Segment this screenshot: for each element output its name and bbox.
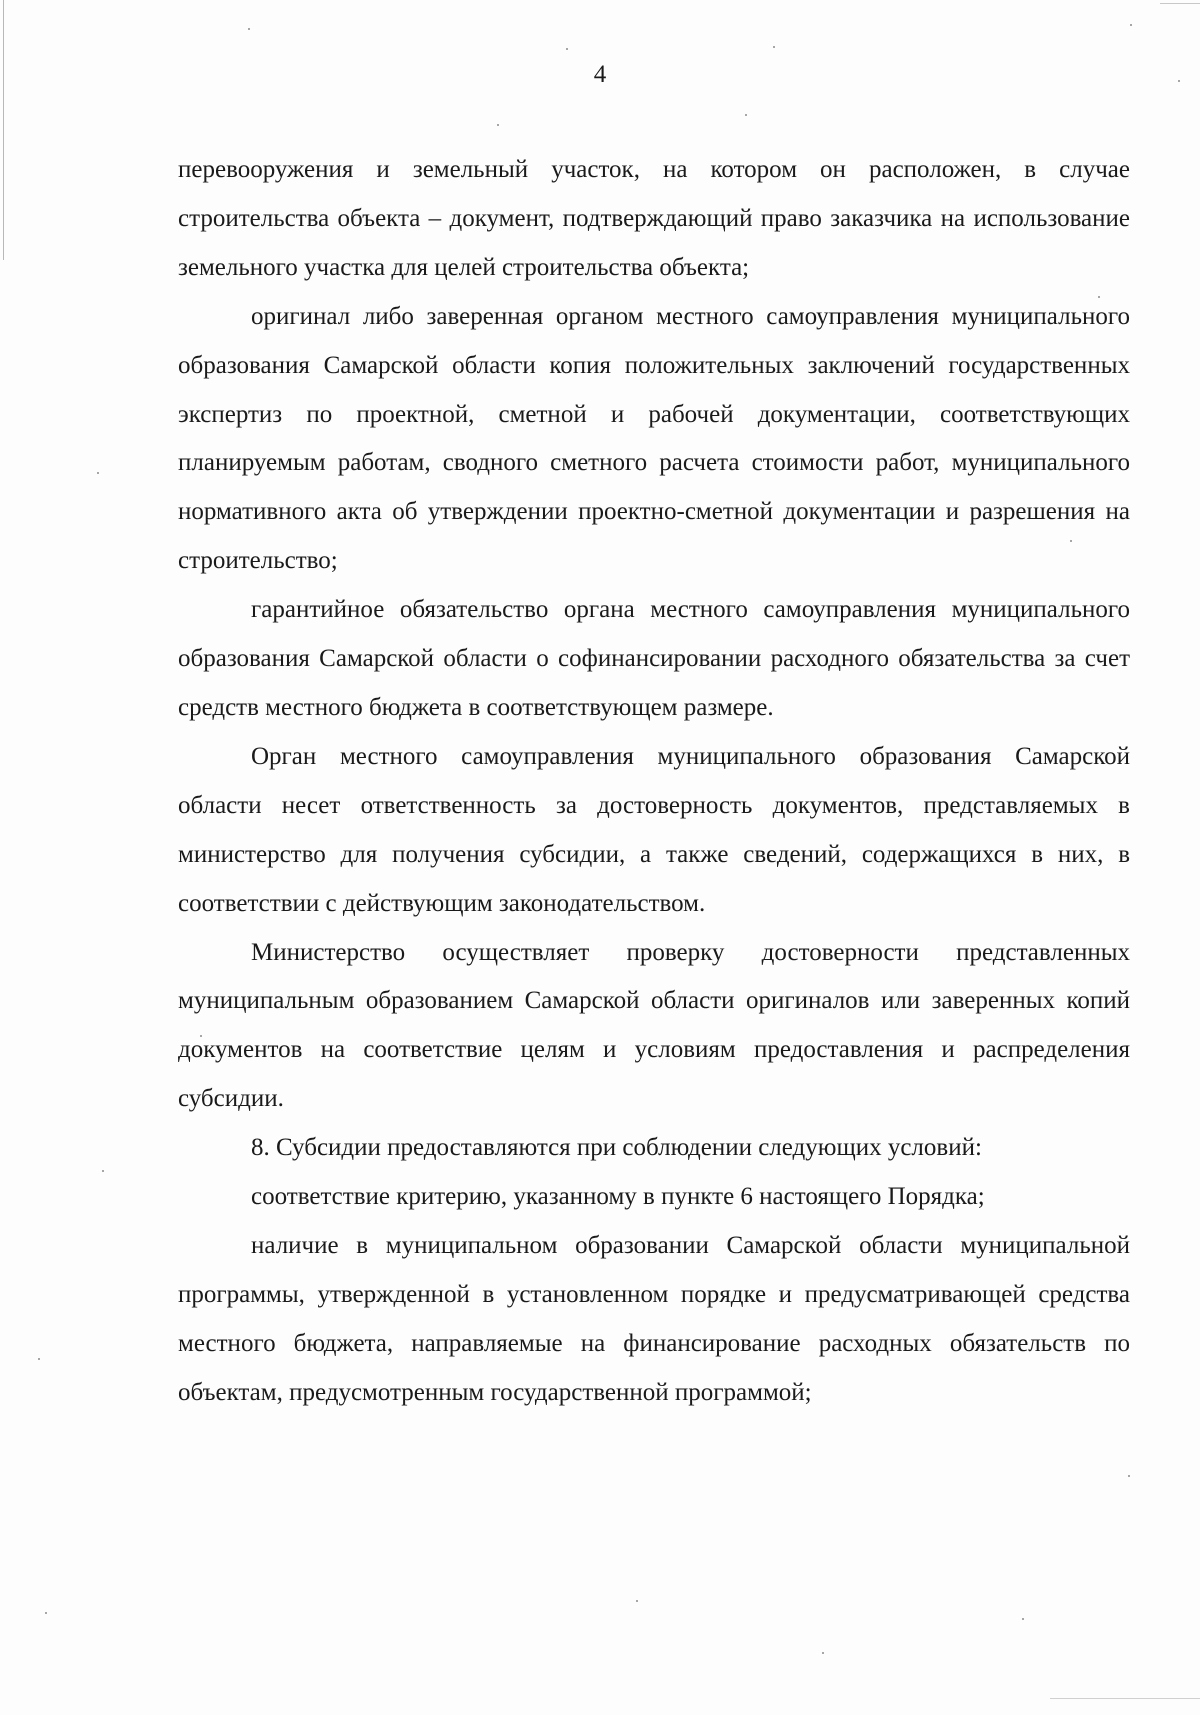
scan-speck (1128, 1475, 1130, 1477)
scan-speck (773, 46, 775, 48)
scan-speck (822, 1652, 824, 1654)
paragraph: гарантийное обязательство органа местного самоуправления муниципального образования Самарской области о софинансировании расходного обязательства за счет средств местного бюджета в соответствующем размере. (178, 596, 1130, 721)
scan-speck (97, 472, 99, 474)
scan-speck (1022, 1618, 1024, 1620)
scan-edge-top-right (1160, 3, 1200, 4)
paragraph: оригинал либо заверенная органом местного самоуправления муниципального образования Самарской области копия положительных заключений государственных экспертиз по проектной, сметной и рабочей документации, соответствующих планируемым работам, сводного сметного расчета стоимости работ, муниципального нормативного акта об утверждении проектно-сметной документации и разрешения на строительство; (178, 302, 1130, 575)
page-number: 4 (593, 61, 607, 88)
scan-edge-left (3, 0, 4, 260)
paragraph: перевооружения и земельный участок, на котором он расположен, в случае строительства объекта – документ, подтверждающий право заказчика на использование земельного участка для целей строительства объекта; (178, 156, 1130, 281)
paragraph: Орган местного самоуправления муниципального образования Самарской области несет ответственность за достоверность документов, представляемых в министерство для получения субсидии, а также сведений, содержащихся в них, в соответствии с действующим законодательством. (178, 742, 1130, 917)
scan-speck (636, 1600, 638, 1602)
scan-speck (248, 28, 250, 30)
paragraph: Министерство осуществляет проверку достоверности представленных муниципальным образованием Самарской области оригиналов или заверенных копий документов на соответствие целям и условиям предоставления и распределения субсидии. (178, 938, 1130, 1113)
scan-speck (38, 1358, 40, 1360)
scan-speck (497, 124, 499, 126)
scan-speck (745, 114, 747, 116)
paragraph: 8. Субсидии предоставляются при соблюдении следующих условий: (251, 1134, 982, 1162)
paragraph: соответствие критерию, указанному в пункте 6 настоящего Порядка; (251, 1183, 985, 1211)
document-body (178, 146, 1130, 1418)
scan-speck (566, 48, 568, 50)
scan-edge-bottom-right (1050, 1698, 1200, 1699)
scan-speck (45, 1612, 47, 1614)
scan-speck (102, 1170, 104, 1172)
scan-speck (1130, 24, 1132, 26)
paragraph: наличие в муниципальном образовании Самарской области муниципальной программы, утвержденной в установленном порядке и предусматривающей средства местного бюджета, направляемые на финансирование расходных обязательств по объектам, предусмотренным государственной программой; (178, 1231, 1130, 1406)
